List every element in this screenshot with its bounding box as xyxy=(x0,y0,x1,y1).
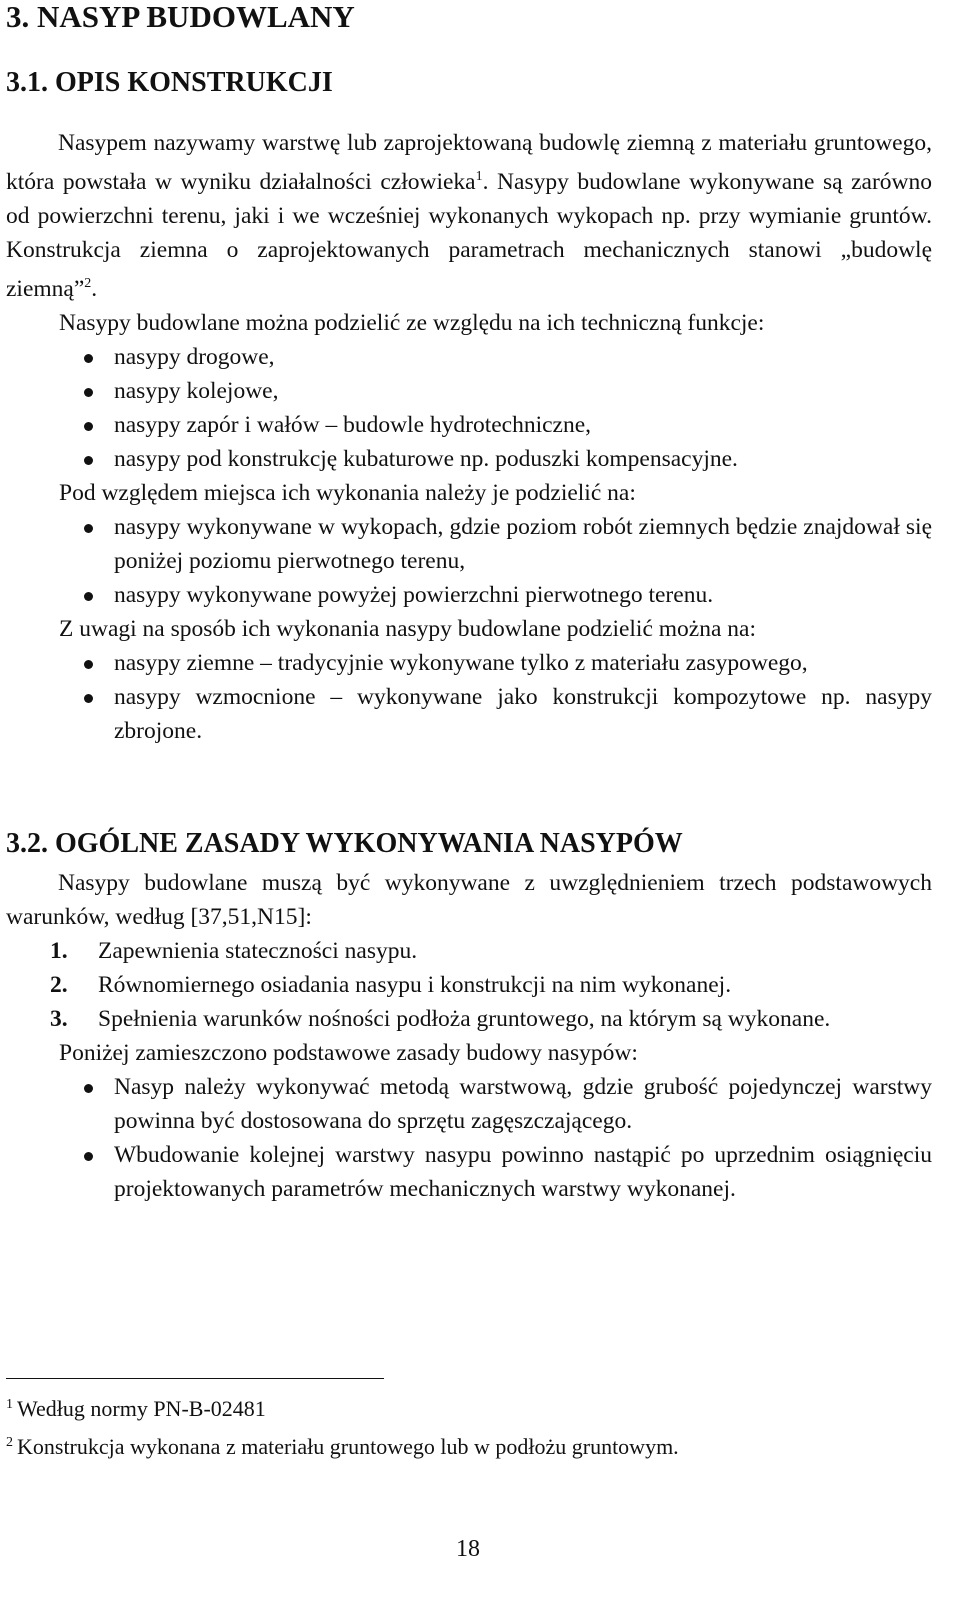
footnote-mark: 2 xyxy=(6,1435,13,1450)
item-text: Spełnienia warunków nośności podłoża gruntowego, na którym są wykonane. xyxy=(98,1006,831,1032)
numbered-item xyxy=(6,1002,932,1036)
numbered-conditions-list xyxy=(6,934,932,1036)
list-lead-rules: Poniżej zamieszczono podstawowe zasady budowy nasypów: xyxy=(59,1040,638,1066)
footnote-mark: 1 xyxy=(6,1397,13,1412)
list-item: nasypy drogowe, xyxy=(6,340,932,374)
numbered-item xyxy=(6,968,932,1002)
list-item: nasypy wykonywane powyżej powierzchni pierwotnego terenu. xyxy=(6,578,932,612)
footnote-text: Konstrukcja wykonana z materiału gruntowego lub w podłożu gruntowym. xyxy=(17,1434,679,1459)
list-item: nasypy kolejowe, xyxy=(6,374,932,408)
page-number: 18 xyxy=(456,1536,480,1562)
section-heading-3-1: 3.1. OPIS KONSTRUKCJI xyxy=(6,67,333,98)
list-item: nasypy zapór i wałów – budowle hydrotechniczne, xyxy=(6,408,932,442)
section-3-2-body xyxy=(6,866,932,1206)
item-number: 1. xyxy=(50,938,68,964)
section-3-1-body xyxy=(6,126,932,748)
list-item: nasypy ziemne – tradycyjnie wykonywane tylko z materiału zasypowego, xyxy=(6,646,932,680)
section-heading-3-2: 3.2. OGÓLNE ZASADY WYKONYWANIA NASYPÓW xyxy=(6,828,683,859)
footnote-ref-2[interactable]: 2 xyxy=(84,276,92,291)
bullet-list-function xyxy=(6,340,932,476)
bullet-list-location xyxy=(6,510,932,612)
numbered-item xyxy=(6,934,932,968)
list-item: nasypy pod konstrukcję kubaturowe np. poduszki kompensacyjne. xyxy=(6,442,932,476)
list-lead-location: Pod względem miejsca ich wykonania należy je podzielić na: xyxy=(59,480,636,506)
item-number: 2. xyxy=(50,972,68,998)
footnote-text: Według normy PN-B-02481 xyxy=(17,1396,266,1421)
intro-paragraph xyxy=(6,126,932,306)
footnote-ref-1[interactable]: 1 xyxy=(475,169,483,184)
rules-intro-paragraph: Nasypy budowlane muszą być wykonywane z uwzględnieniem trzech podstawowych warunków, według [37,51,N15]: xyxy=(6,870,932,930)
list-item: Wbudowanie kolejnej warstwy nasypu powinno nastąpić po uprzednim osiągnięciu projektowanych parametrów mechanicznych warstwy wykonanej. xyxy=(6,1138,932,1206)
list-item: Nasyp należy wykonywać metodą warstwową, gdzie grubość pojedynczej warstwy powinna być dostosowana do sprzętu zagęszczającego. xyxy=(6,1070,932,1138)
bullet-list-method xyxy=(6,646,932,748)
intro-text-c: . xyxy=(91,276,98,302)
footnote-1 xyxy=(6,1388,932,1426)
list-lead-function: Nasypy budowlane można podzielić ze względu na ich techniczną funkcje: xyxy=(59,310,765,336)
list-lead-method: Z uwagi na sposób ich wykonania nasypy budowlane podzielić można na: xyxy=(59,616,756,642)
intro-text-b: . Nasypy budowlane wykonywane są zarówno od powierzchni terenu, jaki i we wcześniej wykonanych wykopach np. przy wymianie gruntów. Konstrukcja ziemna o zaprojektowanych parametrach mechanicznych stanowi „budowlę ziemną” xyxy=(6,169,932,302)
intro-text-a: Nasypem nazywamy warstwę lub zaprojektowaną budowlę ziemną z materiału gruntowego, która powstała w wyniku działalności człowieka xyxy=(6,130,932,195)
item-text: Zapewnienia stateczności nasypu. xyxy=(98,938,418,964)
footnote-divider xyxy=(6,1378,384,1379)
list-item: nasypy wykonywane w wykopach, gdzie poziom robót ziemnych będzie znajdował się poniżej poziomu pierwotnego terenu, xyxy=(6,510,932,578)
footnote-2 xyxy=(6,1426,932,1464)
bullet-list-rules xyxy=(6,1070,932,1206)
footnotes xyxy=(6,1388,932,1464)
list-item: nasypy wzmocnione – wykonywane jako konstrukcji kompozytowe np. nasypy zbrojone. xyxy=(6,680,932,748)
item-text: Równomiernego osiadania nasypu i konstrukcji na nim wykonanej. xyxy=(98,972,732,998)
item-number: 3. xyxy=(50,1006,68,1032)
chapter-heading: 3. NASYP BUDOWLANY xyxy=(6,0,355,34)
